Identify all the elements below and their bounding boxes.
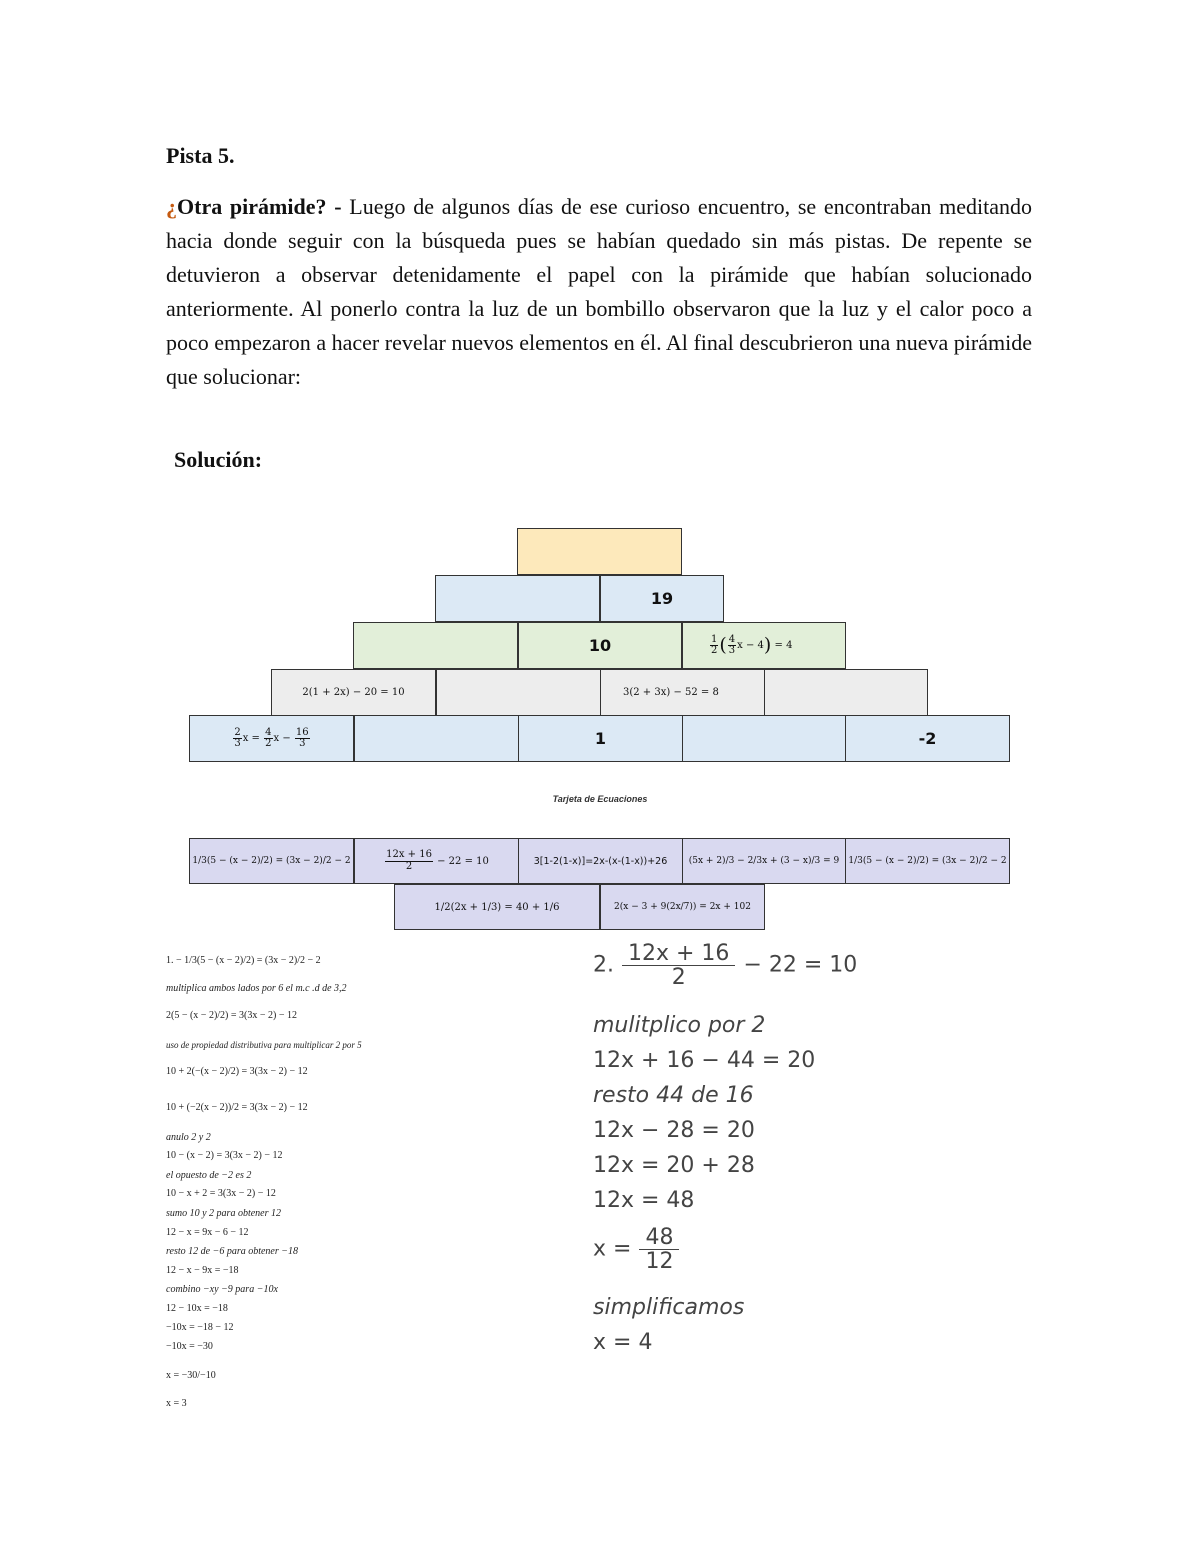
pyramid-cell-top [517, 528, 682, 575]
solution2-line: 12x + 16 − 44 = 20 [593, 1048, 816, 1073]
pyramid-cell-r2-left [435, 575, 600, 622]
solution1-line: 10 + (−2(x − 2))/2 = 3(3x − 2) − 12 [166, 1102, 308, 1113]
pyramid-cell-r5-4 [682, 715, 846, 762]
solution1-line: −10x = −18 − 12 [166, 1322, 234, 1333]
pyramid-cell-r5-1: 2 3 x = $\frac{4}{2}$ x − $\frac{16}{3}$ [189, 715, 354, 762]
fraction: $\frac{48}{12}$ [639, 1226, 679, 1273]
solution2-line: 12x = 48 [593, 1188, 695, 1213]
question-mark: ¿ [166, 194, 177, 219]
clue-paragraph [166, 190, 1032, 394]
pyramid-cell-r4-2 [436, 669, 601, 716]
solution1-line: sumo 10 y 2 para obtener 12 [166, 1208, 281, 1219]
pyramid-cell-r5-5: -2 [845, 715, 1010, 762]
pyramid-cell-r3-right: 1 2 ( 4 3 x − 4 ) = 4 [682, 622, 846, 669]
equation-card-5: 1/3(5 − (x − 2)/2) = (3x − 2)/2 − 2 [845, 838, 1010, 884]
pyramid-cell-r5-3: 1 [518, 715, 683, 762]
clue-lead [166, 194, 342, 219]
equation-card-4: (5x + 2)/3 − 2/3x + (3 − x)/3 = 9 [682, 838, 846, 884]
solution2-line: simplificamos [593, 1295, 745, 1320]
clue-heading: Pista 5. [166, 143, 235, 168]
solution1-line: x = −30/−10 [166, 1370, 216, 1381]
solution1-line: uso de propiedad distributiva para multiplicar 2 por 5 [166, 1040, 362, 1050]
solution1-line: 10 + 2(−(x − 2)/2) = 3(3x − 2) − 12 [166, 1066, 308, 1077]
solution1-line: 12 − 10x = −18 [166, 1303, 228, 1314]
clue-lead-title: Otra pirámide? - [177, 194, 342, 219]
fraction: 1 2 [711, 633, 718, 656]
solution1-line: 1. − 1/3(5 − (x − 2)/2) = (3x − 2)/2 − 2 [166, 955, 321, 966]
equation-card-7: 2(x − 3 + 9(2x/7)) = 2x + 102 [600, 884, 765, 930]
pyramid-cell-r4-4 [764, 669, 928, 716]
solution1-line: multiplica ambos lados por 6 el m.c .d de 3,2 [166, 983, 347, 994]
solution1-line: 2(5 − (x − 2)/2) = 3(3x − 2) − 12 [166, 1010, 297, 1021]
equation-card-1: 1/3(5 − (x − 2)/2) = (3x − 2)/2 − 2 [189, 838, 354, 884]
pyramid-cell-r2-right: 19 [600, 575, 724, 622]
solution1-line: x = 3 [166, 1398, 187, 1409]
solution2-fraction-line: x = $\frac{48}{12}$ [593, 1226, 680, 1273]
solution1-line: 12 − x − 9x = −18 [166, 1265, 239, 1276]
solution2-line: 12x − 28 = 20 [593, 1118, 755, 1143]
solution2-line: mulitplico por 2 [593, 1013, 766, 1038]
solution1-line: −10x = −30 [166, 1341, 213, 1352]
fraction: $\frac{12x + 16}{2}$ [622, 942, 735, 989]
solution1-line: 10 − x + 2 = 3(3x − 2) − 12 [166, 1188, 276, 1199]
equation-card-2: 12x + 16 2 − 22 = 10 [354, 838, 519, 884]
solution1-line: 10 − (x − 2) = 3(3x − 2) − 12 [166, 1150, 283, 1161]
solution1-line: combino −xy −9 para −10x [166, 1284, 278, 1295]
pyramid-cell-r4-1: 2(1 + 2x) − 20 = 10 [271, 669, 436, 716]
solution2-first-line: 2. $\frac{12x + 16}{2}$ − 22 = 10 [593, 941, 858, 991]
pyramid-cell-r3-left [353, 622, 518, 669]
pyramid-cell-r3-mid: 10 [518, 622, 682, 669]
clue-body: Luego de algunos días de ese curioso encuentro, se encontraban meditando hacia donde seguir con la búsqueda pues se habían quedado sin más pistas. De repente se detuvieron a observar detenidamente el papel con la pirámide que habían solucionado anteriormente. Al ponerlo contra la luz de un bombillo observaron que la luz y el calor poco a poco empezaron a hacer revelar nuevos elementos en él. Al final descubrieron una nueva pirámide que solucionar: [166, 194, 1032, 389]
equation-card-title: Tarjeta de Ecuaciones [552, 794, 648, 804]
solution2-line: x = 4 [593, 1330, 653, 1355]
equation-card-6: 1/2(2x + 1/3) = 40 + 1/6 [394, 884, 600, 930]
fraction: 4 3 [728, 633, 736, 656]
pyramid-cell-r5-2 [354, 715, 519, 762]
solution1-line: resto 12 de −6 para obtener −18 [166, 1246, 299, 1257]
solution1-line: 12 − x = 9x − 6 − 12 [166, 1227, 249, 1238]
equation-card-3: 3[1-2(1-x)]=2x-(x-(1-x))+26 [518, 838, 683, 884]
solution-label: Solución: [174, 447, 263, 472]
solution1-line: el opuesto de −2 es 2 [166, 1170, 252, 1181]
pyramid-cell-r4-3: 3(2 + 3x) − 52 = 8 [600, 669, 765, 716]
solution1-line: anulo 2 y 2 [166, 1132, 211, 1143]
solution2-line: resto 44 de 16 [593, 1083, 754, 1108]
solution2-line: 12x = 20 + 28 [593, 1153, 755, 1178]
